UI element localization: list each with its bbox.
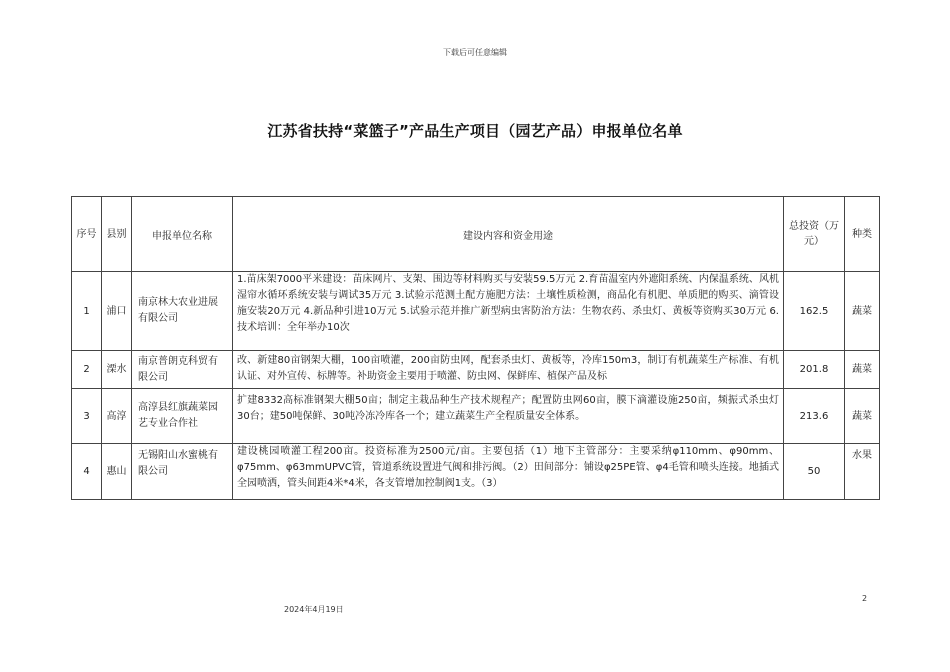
row-content-cell — [233, 389, 784, 444]
row-seq: 4 — [72, 444, 102, 500]
row-kind: 水果 — [845, 444, 880, 500]
row-unit: 南京林大农业进展有限公司 — [132, 272, 233, 351]
row-kind: 蔬菜 — [845, 389, 880, 444]
row-content: 1.苗床架7000平米建设：苗床网片、支架、围边等材料购买与安装59.5万元 2.育苗温室内外遮阳系统、内保温系统、风机湿帘水循环系统安装与调试35万元 3.试验示范测土配方施肥方法：土壤性质检测，商品化有机肥、单质肥的购买、滴管设施安装20万元 4.新品种引进10万元 5.试验示范并推广新型病虫害防治方法：生物农药、杀虫灯、黄板等资购买30万元 6.技术培训：全年举办10次 — [237, 274, 779, 333]
row-content: 改、新建80亩钢架大棚，100亩喷灌，200亩防虫网，配套杀虫灯、黄板等，冷库150m3，制订有机蔬菜生产标准、有机认证、对外宣传、标牌等。补助资金主要用于喷灌、防虫网、保鲜库、植保产品及标 — [237, 354, 779, 382]
row-unit: 高淳县红旗蔬菜园艺专业合作社 — [132, 389, 233, 444]
row-content-cell — [233, 444, 784, 500]
row-content: 扩建8332高标准钢架大棚50亩；制定主栽品种生产技术规程产；配置防虫网60亩，膜下滴灌设施250亩，频振式杀虫灯30台；建50吨保鲜、30吨冷冻冷库各一个；建立蔬菜生产全程质量安全体系。 — [237, 395, 779, 422]
table-row — [72, 389, 880, 444]
row-content-cell — [233, 351, 784, 389]
header-unit: 申报单位名称 — [132, 197, 233, 272]
header-note: 下载后可任意编辑 — [443, 48, 507, 57]
header-invest: 总投资（万元） — [784, 197, 845, 272]
table-row — [72, 272, 880, 351]
header-county: 县别 — [102, 197, 132, 272]
row-kind: 蔬菜 — [845, 272, 880, 351]
row-invest: 201.8 — [784, 351, 845, 389]
row-seq: 2 — [72, 351, 102, 389]
header-kind: 种类 — [845, 197, 880, 272]
row-unit: 无锡阳山水蜜桃有限公司 — [132, 444, 233, 500]
row-seq: 1 — [72, 272, 102, 351]
row-invest: 162.5 — [784, 272, 845, 351]
row-county: 惠山 — [102, 444, 132, 500]
table-row — [72, 351, 880, 389]
document-title: 江苏省扶持“菜篮子”产品生产项目（园艺产品）申报单位名单 — [267, 122, 683, 140]
row-county: 浦口 — [102, 272, 132, 351]
header-seq: 序号 — [72, 197, 102, 272]
row-county: 高淳 — [102, 389, 132, 444]
page-number: 2 — [862, 594, 868, 603]
row-unit: 南京普朗克科贸有限公司 — [132, 351, 233, 389]
row-county: 溧水 — [102, 351, 132, 389]
row-kind: 蔬菜 — [845, 351, 880, 389]
applicant-table — [71, 196, 880, 500]
table-row — [72, 444, 880, 500]
header-content: 建设内容和资金用途 — [233, 197, 784, 272]
row-content: 建设桃园喷灌工程200亩。投资标准为2500元/亩。主要包括（1）地下主管部分：主要采纳φ110mm、φ90mm、φ75mm、φ63mmUPVC管，管道系统设置进气阀和排污阀。（2）田间部分：铺设φ25PE管、φ4毛管和喷头连接。地插式全园喷洒，管头间距4米*4米，各支管增加控制阀1支。（3） — [237, 446, 779, 489]
footer-date: 2024年4月19日 — [284, 605, 344, 614]
row-invest: 213.6 — [784, 389, 845, 444]
row-seq: 3 — [72, 389, 102, 444]
table-header-row — [72, 197, 880, 272]
row-invest: 50 — [784, 444, 845, 500]
row-content-cell — [233, 272, 784, 351]
